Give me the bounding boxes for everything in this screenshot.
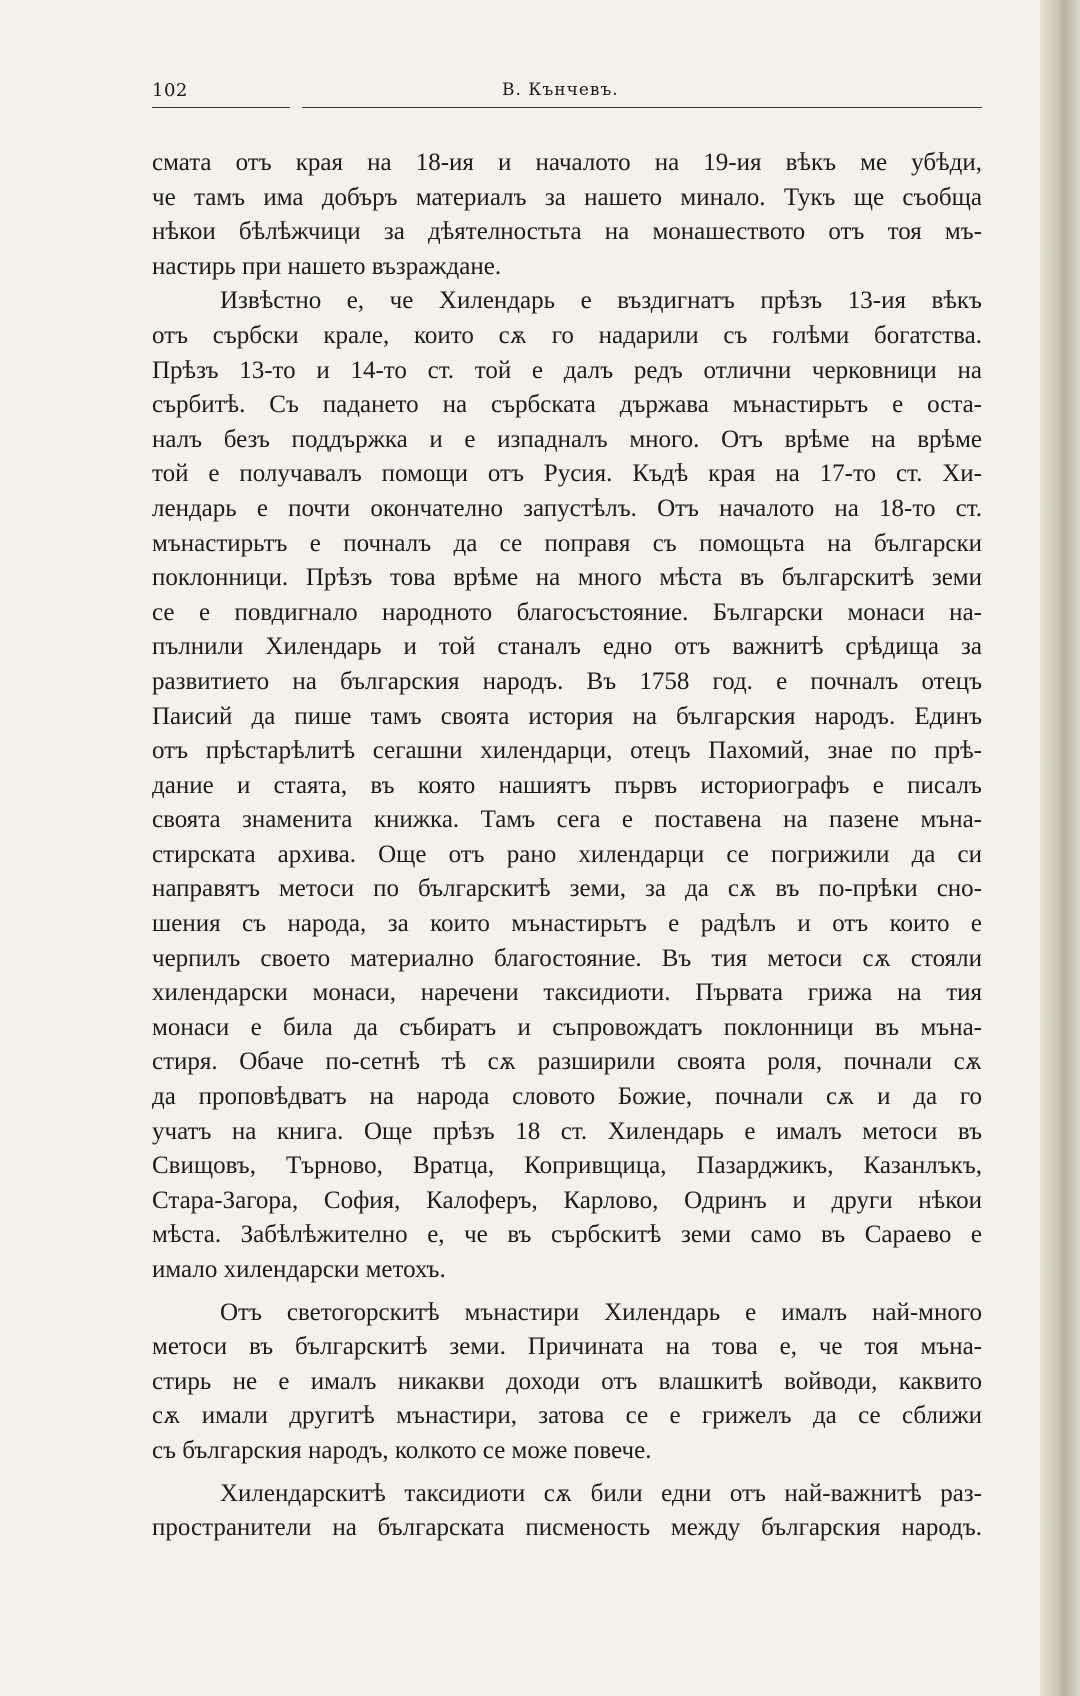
text-line: стирската архива. Още отъ рано хилендарци се погрижили да си — [152, 840, 982, 868]
text-line: Стара-Загора, София, Калоферъ, Карлово, Одринъ и други нѣкои — [152, 1186, 982, 1214]
text-line: мънастирьтъ е почналъ да се поправя съ помощьта на български — [152, 529, 982, 557]
text-line: монаси е била да събиратъ и съпровождатъ поклонници въ мъна- — [152, 1013, 982, 1041]
text-line: черпилъ своето материално благостояние. Въ тия метоси сѫ стояли — [152, 944, 982, 972]
body-text — [152, 146, 982, 1546]
text-line: отъ прѣстарѣлитѣ сегашни хилендарци, отецъ Пахомий, знае по прѣ- — [152, 737, 982, 765]
text-line: поклонници. Прѣзъ това врѣме на много мѣста въ българскитѣ земи — [152, 564, 982, 592]
text-line: метоси въ българскитѣ земи. Причината на това е, че тоя мъна- — [152, 1333, 982, 1361]
text-line: хилендарски монаси, наречени таксидиоти. Първата грижа на тия — [152, 979, 982, 1007]
book-gutter — [1040, 0, 1080, 1696]
text-line: смата отъ края на 18-ия и началото на 19-ия вѣкъ ме убѣди, — [152, 149, 982, 176]
text-line: Свищовъ, Търново, Вратца, Копривщица, Пазарджикъ, Казанлъкъ, — [152, 1152, 982, 1180]
text-line: Прѣзъ 13-то и 14-то ст. той е далъ редъ отлични черковници на — [152, 356, 982, 384]
text-line: Извѣстно е, че Хилендарь е въздигнатъ прѣзъ 13-ия вѣкъ — [220, 287, 982, 315]
text-line: се е повдигнало народното благосъстояние. Български монаси на- — [152, 598, 982, 626]
text-line: сѫ имали другитѣ мънастири, затова се е грижелъ да се сближи — [152, 1402, 982, 1430]
paragraph — [152, 1296, 982, 1469]
paragraph — [152, 1477, 982, 1546]
text-line: Паисий да пише тамъ своята история на българския народъ. Единъ — [152, 702, 982, 730]
text-line: Хилендарскитѣ таксидиоти сѫ били едни отъ най-важнитѣ раз- — [220, 1479, 982, 1507]
text-line: пространители на българската писменость между българския народъ. — [152, 1514, 982, 1542]
text-line: нѣкои бѣлѣжчици за дѣятелностьта на монашеството отъ тоя мъ- — [152, 218, 982, 246]
text-line: съ българския народъ, колкото се може повече. — [152, 1436, 652, 1464]
header-rule-right — [302, 107, 982, 108]
text-line: отъ сърбски крале, които сѫ го надарили съ голѣми богатства. — [152, 321, 982, 349]
text-line: лендарь е почти окончателно запустѣлъ. Отъ началото на 18-то ст. — [152, 494, 982, 522]
text-line: налъ безъ поддържка и е изпадналъ много. Отъ врѣме на врѣме — [152, 425, 982, 453]
text-line: стирь не е ималъ никакви доходи отъ влашкитѣ войводи, каквито — [152, 1367, 982, 1395]
text-line: направятъ метоси по българскитѣ земи, за да сѫ въ по-прѣки сно- — [152, 875, 982, 903]
text-line: своята знаменита книжка. Тамъ сега е поставена на пазене мъна- — [152, 806, 982, 834]
page-header — [152, 72, 982, 112]
text-line: да проповѣдватъ на народа словото Божие, почнали сѫ и да го — [152, 1083, 982, 1111]
text-line: учатъ на книга. Още прѣзъ 18 ст. Хилендарь е ималъ метоси въ — [152, 1117, 982, 1145]
text-line: настирь при нашето възраждане. — [152, 252, 502, 280]
running-title: В. Кънчевъ. — [502, 80, 619, 100]
text-line: сърбитѣ. Съ падането на сърбската държава мънастирьтъ е оста- — [152, 391, 982, 419]
text-line: шения съ народа, за които мънастирьтъ е радѣлъ и отъ които е — [152, 910, 982, 938]
text-line: имало хилендарски метохъ. — [152, 1256, 446, 1283]
text-line: развитието на българския народъ. Въ 1758 год. е почналъ отецъ — [152, 667, 982, 695]
paragraph-gap — [152, 1469, 982, 1477]
header-rule-left — [152, 107, 290, 108]
text-line: пълнили Хилендарь и той станалъ едно отъ важнитѣ срѣдища за — [152, 633, 982, 661]
text-line: Отъ светогорскитѣ мънастири Хилендарь е ималъ най-много — [220, 1298, 982, 1326]
paragraph-gap — [152, 1288, 982, 1296]
page-number: 102 — [152, 80, 188, 101]
text-line: мѣста. Забѣлѣжително е, че въ сърбскитѣ земи само въ Сараево е — [152, 1221, 982, 1249]
text-line: че тамъ има добъръ материалъ за нашето миналo. Тукъ ще съобща — [152, 183, 982, 211]
text-line: той е получавалъ помощи отъ Русия. Къдѣ края на 17-то ст. Хи- — [152, 460, 982, 488]
text-line: дание и стаята, въ която нашиятъ първъ историографъ е писалъ — [152, 771, 982, 799]
text-line: стиря. Обаче по-сетнѣ тѣ сѫ разширили своята роля, почнали сѫ — [152, 1048, 982, 1076]
paragraph — [152, 284, 982, 1287]
paragraph — [152, 146, 982, 284]
